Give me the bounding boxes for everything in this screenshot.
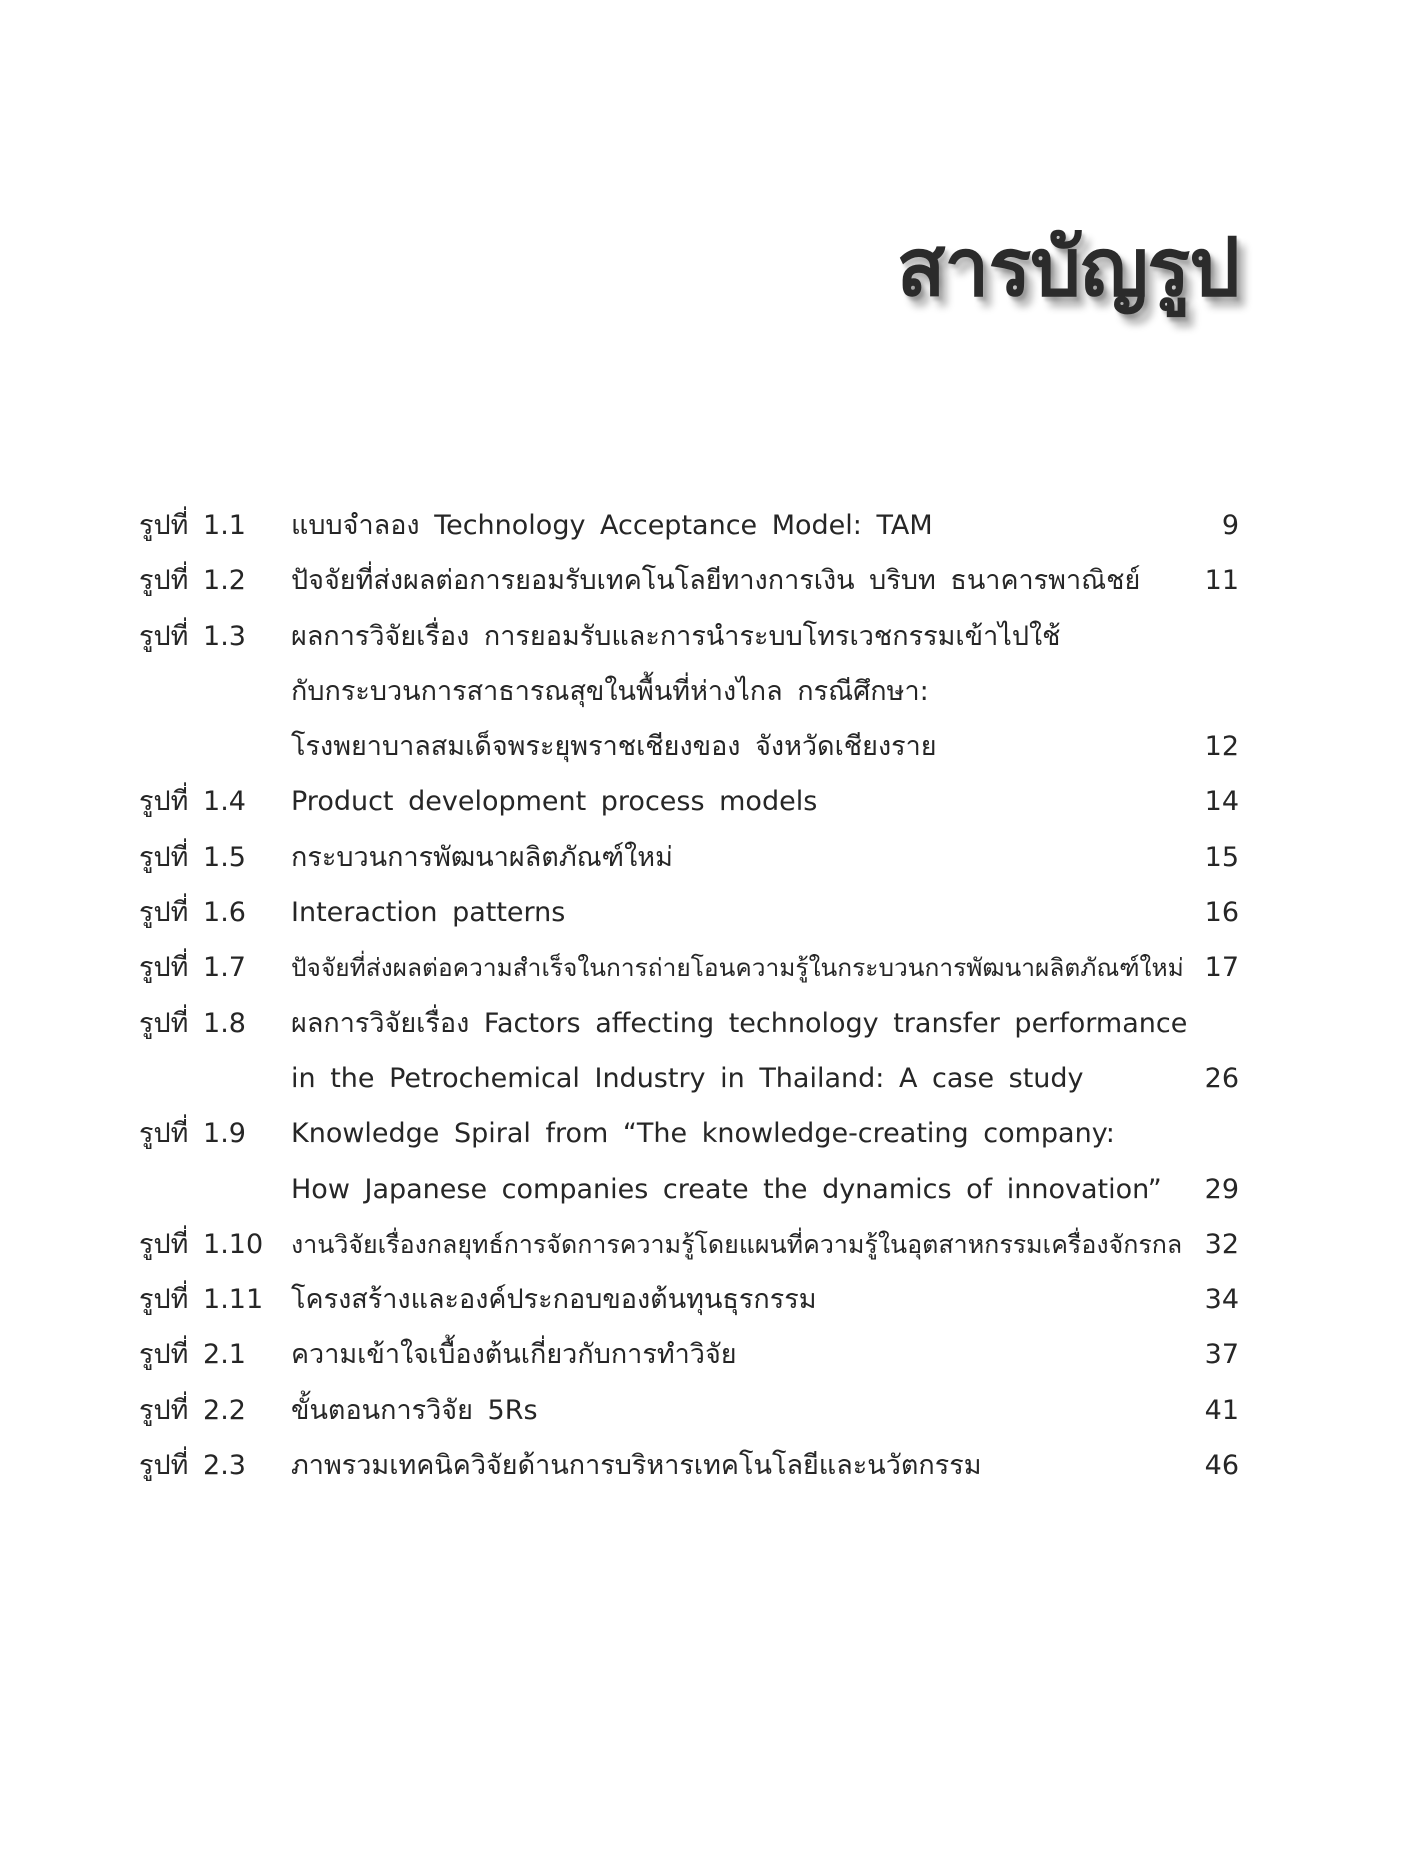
figure-title: ความเข้าใจเบื้องต้นเกี่ยวกับการทำวิจัย [291,1339,737,1371]
toc-row-continuation [139,664,1239,719]
figure-label: รูปที่ 1.5 [139,841,246,873]
page-number: 14 [1204,786,1239,818]
figure-title: ผลการวิจัยเรื่อง Factors affecting technology transfer performance [291,1007,1188,1039]
figure-label: รูปที่ 1.10 [139,1228,264,1260]
figure-list [139,498,1239,1493]
figure-title: ภาพรวมเทคนิควิจัยด้านการบริหารเทคโนโลยีและนวัตกรรม [291,1450,982,1482]
figure-label: รูปที่ 1.3 [139,620,246,652]
figure-label: รูปที่ 2.3 [139,1450,246,1482]
page-number: 12 [1204,731,1239,763]
toc-row [139,1327,1239,1382]
page-number: 41 [1204,1394,1239,1426]
toc-row-continuation [139,719,1239,774]
page-number: 46 [1204,1450,1239,1482]
toc-row-continuation [139,1162,1239,1217]
figure-label: รูปที่ 1.11 [139,1284,264,1316]
toc-row [139,1217,1239,1272]
toc-row [139,774,1239,829]
toc-row [139,1106,1239,1161]
toc-row [139,553,1239,608]
figure-title: Knowledge Spiral from “The knowledge-creating company: [291,1118,1115,1150]
figure-title: โครงสร้างและองค์ประกอบของต้นทุนธุรกรรม [291,1284,817,1316]
page-number: 17 [1204,952,1239,984]
figure-label: รูปที่ 2.1 [139,1339,246,1371]
toc-row [139,1272,1239,1327]
toc-row [139,885,1239,940]
toc-row [139,498,1239,553]
figure-title: ปัจจัยที่ส่งผลต่อความสำเร็จในการถ่ายโอนความรู้ในกระบวนการพัฒนาผลิตภัณฑ์ใหม่ [291,953,1184,983]
page-number: 34 [1204,1284,1239,1316]
figure-title: How Japanese companies create the dynamics of innovation” [291,1173,1162,1205]
figure-title: ขั้นตอนการวิจัย 5Rs [291,1394,538,1426]
figure-label: รูปที่ 1.4 [139,786,246,818]
figure-label: รูปที่ 1.8 [139,1007,246,1039]
page-number: 15 [1204,841,1239,873]
figure-label: รูปที่ 1.1 [139,510,246,541]
figure-title: งานวิจัยเรื่องกลยุทธ์การจัดการความรู้โดยแผนที่ความรู้ในอุตสาหกรรมเครื่องจักรกล [291,1229,1183,1259]
toc-row-continuation [139,1051,1239,1106]
page-number: 16 [1204,897,1239,929]
figure-title: Product development process models [291,786,818,818]
figure-title: โรงพยาบาลสมเด็จพระยุพราชเชียงของ จังหวัดเชียงราย [291,731,937,763]
page-number: 9 [1221,510,1239,541]
figure-title: ปัจจัยที่ส่งผลต่อการยอมรับเทคโนโลยีทางการเงิน บริบท ธนาคารพาณิชย์ [291,565,1141,597]
toc-row [139,996,1239,1051]
toc-row [139,609,1239,664]
figure-label: รูปที่ 2.2 [139,1394,246,1426]
page-title: สารบัญรูป [896,221,1239,314]
figure-title: Interaction patterns [291,897,566,929]
figure-label: รูปที่ 1.9 [139,1118,246,1150]
figure-title: แบบจำลอง Technology Acceptance Model: TAM [291,510,933,541]
page-number: 32 [1204,1228,1239,1260]
figure-label: รูปที่ 1.2 [139,565,246,597]
figure-title: ผลการวิจัยเรื่อง การยอมรับและการนำระบบโทรเวชกรรมเข้าไปใช้ [291,620,1061,652]
page-number: 37 [1204,1339,1239,1371]
page-number: 11 [1204,565,1239,597]
figure-label: รูปที่ 1.6 [139,897,246,929]
page-number: 26 [1204,1062,1239,1094]
page-number: 29 [1204,1173,1239,1205]
toc-row [139,830,1239,885]
toc-row [139,940,1239,995]
figure-title: กับกระบวนการสาธารณสุขในพื้นที่ห่างไกล กรณีศึกษา: [291,675,929,707]
figure-title: in the Petrochemical Industry in Thailand: A case study [291,1062,1084,1094]
toc-row [139,1383,1239,1438]
figure-label: รูปที่ 1.7 [139,952,246,984]
toc-row [139,1438,1239,1493]
figure-title: กระบวนการพัฒนาผลิตภัณฑ์ใหม่ [291,841,673,873]
